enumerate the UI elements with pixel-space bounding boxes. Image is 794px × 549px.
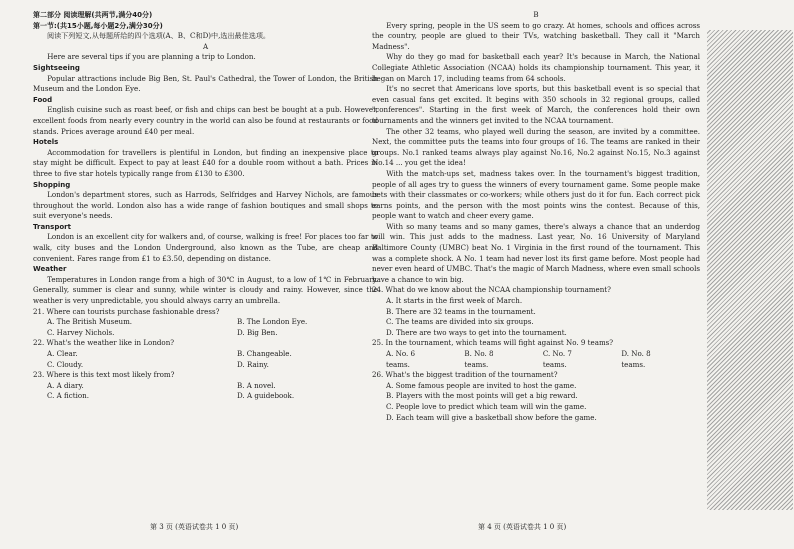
question-options [47, 349, 378, 370]
question-stem: 24. What do we know about the NCAA championship tournament? [372, 285, 611, 295]
option: D. There are two ways to get into the tournament. [386, 327, 567, 337]
option: C. Harvey Nichols. [47, 327, 115, 337]
section-text: Accommodation for travellers is plentiful in London, but finding an inexpensive place to stay might be difficult. Expect to pay at least £40 for a double room without a bath. Prices in three to five star hotels typically range from £130 to £300. [33, 147, 378, 178]
option: A. Clear. [47, 349, 78, 358]
option: A. A diary. [47, 380, 84, 390]
paragraph: The other 32 teams, who played well during the season, are invited by a committee. Next, the committee puts the teams into four groups of 16. The teams are ranked in their groups. No.1 ranked teams always play against No.16, No.2 against No.15, No.3 against No.14 ... you get the idea! [372, 126, 700, 168]
section-heading: Shopping [33, 180, 71, 189]
option: B. Changeable. [237, 349, 292, 358]
page-4 [372, 10, 700, 423]
question-options [47, 317, 378, 338]
section-text: Popular attractions include Big Ben, St. Paul's Cathedral, the Tower of London, the British Museum and the London Eye. [33, 73, 378, 94]
passage-a-sections [33, 63, 378, 307]
section-text: English cuisine such as roast beef, or fish and chips can best be bought at a pub. However, excellent foods from nearly every country in the world can also be found at restaurants or food stands. Prices average around £40 per meal. [33, 105, 378, 136]
option: A. No. 6 teams. [386, 349, 416, 369]
option: C. No. 7 teams. [542, 349, 572, 369]
page-3-footer: 第 3 页 (英语试卷共 1 0 页) [150, 523, 239, 531]
paragraph: It's no secret that Americans love sports, but this basketball event is so special that even casual fans get excited. It begins with 350 schools in 32 regional groups, called "conferences". Starting in the first week of March, the conferences hold their own tournaments and the winners get invited to the NCAA tournament. [372, 84, 700, 125]
section-text: London is an excellent city for walkers and, of course, walking is free! For places too far to walk, city buses and the London Underground, also known as the Tube, are cheap and convenient. Fares range from £1 to £3.50, depending on distance. [33, 232, 378, 263]
section-title: 第二部分 阅读理解(共两节,满分40分) [33, 11, 153, 19]
option: C. Cloudy. [47, 359, 84, 369]
instruction: 阅读下列短文,从每题所给的四个选项(A、B、C和D)中,选出最佳选项。 [47, 31, 271, 41]
section-text: London's department stores, such as Harrods, Selfridges and Harvey Nichols, are famous throughout the world. London also has a wide range of fashion boutiques and small shops to suit everyone's needs. [33, 190, 378, 221]
option: D. Each team will give a basketball show before the game. [386, 412, 597, 422]
option: D. Big Ben. [237, 327, 278, 337]
section-heading: Transport [33, 222, 71, 231]
subsection-title: 第一节:(共15小题,每小题2分,满分30分) [33, 21, 163, 30]
section-heading: Food [33, 95, 53, 104]
question-stem: 22. What's the weather like in London? [33, 338, 175, 348]
section-heading: Hotels [33, 138, 59, 147]
paragraph: Every spring, people in the US seem to go crazy. At homes, schools and offices across the country, people are glued to their TVs, watching basketball. They call it "March Madness". [372, 20, 700, 51]
questions-24-26 [372, 285, 700, 423]
passage-label-b: B [533, 10, 539, 19]
option: C. The teams are divided into six groups. [386, 317, 534, 327]
option: B. No. 8 teams. [464, 349, 494, 369]
paragraph: Why do they go mad for basketball each year? It's because in March, the National Collegiate Athletic Association (NCAA) holds its championship tournament. This year, it began on March 17, including teams from 64 schools. [372, 52, 700, 83]
question-stem: 21. Where can tourists purchase fashionable dress? [33, 306, 220, 316]
question-options [386, 349, 700, 370]
option: B. There are 32 teams in the tournament. [386, 306, 536, 316]
question-options [386, 296, 700, 338]
option: D. A guidebook. [237, 391, 295, 401]
passage-b-paragraphs [372, 21, 700, 286]
option: A. It starts in the first week of March. [386, 296, 523, 306]
option: B. Players with the most points will get a big reward. [386, 391, 578, 401]
questions-21-23 [33, 307, 378, 402]
page-4-footer: 第 4 页 (英语试卷共 1 0 页) [478, 523, 567, 531]
section-text: Temperatures in London range from a high of 30℃ in August, to a low of 1℃ in February. Generally, summer is clear and sunny, while winter is cloudy and rainy. However, since the weather is very unpredictable, you should always carry an umbrella. [33, 274, 378, 306]
paragraph: With the match-ups set, madness takes over. In the tournament's biggest tradition, people of all ages try to guess the winners of every tournament game. Some people make bets with their classmates or co-workers; while others just do it for fun. Each correct pick earns points, and the person with the most points wins the contest. Because of this, people want to watch and cheer every game. [372, 168, 700, 221]
question-stem: 23. Where is this text most likely from? [33, 370, 175, 380]
question-options [47, 381, 378, 402]
option: A. The British Museum. [47, 317, 133, 327]
option: D. Rainy. [237, 359, 269, 369]
question-stem: 26. What's the biggest tradition of the tournament? [372, 370, 558, 380]
passage-label-a: A [202, 41, 209, 51]
section-heading: Sightseeing [33, 63, 80, 72]
paragraph: With so many teams and so many games, there's always a chance that an underdog will win. This just adds to the madness. Last year, No. 16 University of Maryland Baltimore County (UMBC) beat No. 1 Virginia in the first round of the tournament. This was a complete shock. A No. 1 team had never lost its first game before. Most people had never even heard of UMBC. That's the magic of March Madness, where even small schools have a chance to win big. [372, 221, 700, 284]
section-heading: Weather [33, 265, 67, 274]
question-options [386, 381, 700, 423]
page-3 [33, 10, 378, 402]
intro: Here are several tips if you are planning a trip to London. [47, 52, 256, 62]
question-stem: 25. In the tournament, which teams will fight against No. 9 teams? [372, 338, 614, 348]
option: B. The London Eye. [237, 317, 308, 327]
option: D. No. 8 teams. [621, 349, 651, 369]
binding-margin-hatch [707, 30, 793, 510]
option: B. A novel. [237, 380, 276, 390]
option: A. Some famous people are invited to host the game. [386, 380, 577, 390]
option: C. People love to predict which team will win the game. [386, 401, 587, 411]
option: C. A fiction. [47, 391, 89, 401]
